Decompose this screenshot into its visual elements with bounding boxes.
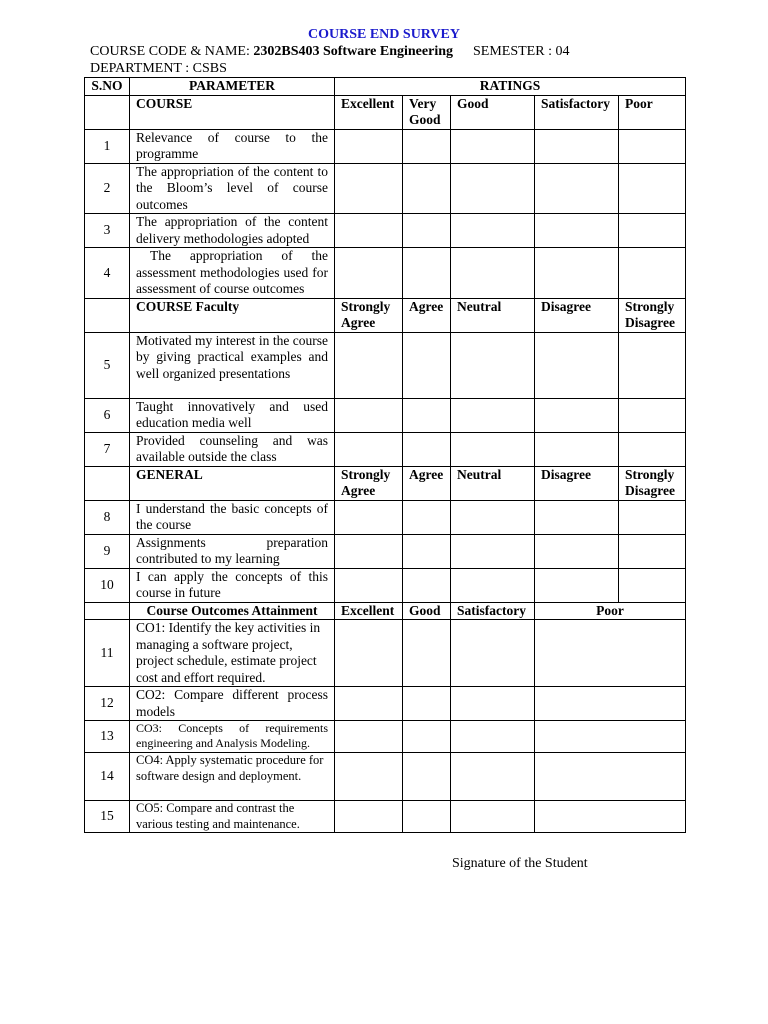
row-parameter: Relevance of course to the programme <box>130 129 335 163</box>
section-title: COURSE <box>130 95 335 129</box>
rating-cell[interactable] <box>535 398 619 432</box>
rating-cell[interactable] <box>535 163 619 214</box>
section-header-row <box>85 602 686 620</box>
rating-cell[interactable] <box>619 332 686 398</box>
rating-label: Neutral <box>451 466 535 500</box>
rating-cell[interactable] <box>403 801 451 833</box>
row-parameter: CO3: Concepts of requirements engineering and Analysis Modeling. <box>130 721 335 753</box>
rating-cell[interactable] <box>403 129 451 163</box>
row-parameter: Motivated my interest in the course by giving practical examples and well organized presentations <box>130 332 335 398</box>
rating-cell[interactable] <box>535 500 619 534</box>
rating-cell[interactable] <box>335 620 403 687</box>
rating-cell[interactable] <box>335 129 403 163</box>
rating-cell[interactable] <box>619 214 686 248</box>
row-parameter: CO5: Compare and contrast the various testing and maintenance. <box>130 801 335 833</box>
rating-cell[interactable] <box>403 500 451 534</box>
rating-cell[interactable] <box>403 248 451 299</box>
rating-cell[interactable] <box>403 568 451 602</box>
rating-cell[interactable] <box>535 129 619 163</box>
row-number: 4 <box>85 248 130 299</box>
row-parameter: CO2: Compare different process models <box>130 687 335 721</box>
rating-cell[interactable] <box>335 214 403 248</box>
rating-cell[interactable] <box>619 432 686 466</box>
row-number: 7 <box>85 432 130 466</box>
rating-cell[interactable] <box>335 248 403 299</box>
rating-label: Good <box>403 602 451 620</box>
rating-cell[interactable] <box>451 753 535 801</box>
rating-cell[interactable] <box>403 687 451 721</box>
rating-cell[interactable] <box>403 214 451 248</box>
table-row <box>85 687 686 721</box>
rating-cell[interactable] <box>403 753 451 801</box>
rating-cell[interactable] <box>335 398 403 432</box>
table-row <box>85 534 686 568</box>
rating-cell[interactable] <box>451 534 535 568</box>
rating-cell[interactable] <box>403 398 451 432</box>
rating-label: Agree <box>403 298 451 332</box>
department: DEPARTMENT : CSBS <box>90 61 227 76</box>
row-number: 3 <box>85 214 130 248</box>
rating-cell[interactable] <box>535 432 619 466</box>
row-number: 10 <box>85 568 130 602</box>
rating-cell[interactable] <box>535 534 619 568</box>
rating-cell[interactable] <box>451 687 535 721</box>
rating-cell[interactable] <box>403 721 451 753</box>
signature-label: Signature of the Student <box>452 856 588 871</box>
rating-cell[interactable] <box>335 801 403 833</box>
rating-cell[interactable] <box>451 620 535 687</box>
row-number: 12 <box>85 687 130 721</box>
rating-cell[interactable] <box>451 432 535 466</box>
row-parameter: The appropriation of the content delivery methodologies adopted <box>130 214 335 248</box>
rating-cell[interactable] <box>451 398 535 432</box>
section-title: GENERAL <box>130 466 335 500</box>
rating-label: Poor <box>619 95 686 129</box>
row-parameter: The appropriation of the content to the Bloom’s level of course outcomes <box>130 163 335 214</box>
row-number: 13 <box>85 721 130 753</box>
rating-label: Strongly Agree <box>335 466 403 500</box>
table-row <box>85 568 686 602</box>
rating-cell[interactable] <box>535 620 686 687</box>
rating-cell[interactable] <box>335 687 403 721</box>
rating-label: Satisfactory <box>535 95 619 129</box>
rating-cell[interactable] <box>403 534 451 568</box>
rating-cell[interactable] <box>535 753 686 801</box>
table-row <box>85 129 686 163</box>
rating-cell[interactable] <box>535 687 686 721</box>
row-parameter: Assignments preparation contributed to my learning <box>130 534 335 568</box>
rating-cell[interactable] <box>451 129 535 163</box>
row-number: 2 <box>85 163 130 214</box>
table-row <box>85 332 686 398</box>
row-number: 11 <box>85 620 130 687</box>
table-row <box>85 398 686 432</box>
survey-title: COURSE END SURVEY <box>308 27 460 42</box>
table-row <box>85 500 686 534</box>
rating-cell[interactable] <box>619 248 686 299</box>
col-parameter-header: PARAMETER <box>130 78 335 96</box>
rating-label: Strongly Agree <box>335 298 403 332</box>
rating-cell[interactable] <box>451 721 535 753</box>
row-parameter: Taught innovatively and used education media well <box>130 398 335 432</box>
row-number: 1 <box>85 129 130 163</box>
rating-cell[interactable] <box>451 801 535 833</box>
row-parameter: The appropriation of the assessment methodologies used for assessment of course outcomes <box>130 248 335 299</box>
row-parameter: CO1: Identify the key activities in managing a software project, project schedule, estimate project cost and effort required. <box>130 620 335 687</box>
table-row <box>85 163 686 214</box>
rating-cell[interactable] <box>451 332 535 398</box>
rating-cell[interactable] <box>619 500 686 534</box>
rating-cell[interactable] <box>451 163 535 214</box>
row-number: 5 <box>85 332 130 398</box>
rating-cell[interactable] <box>335 432 403 466</box>
rating-label: Disagree <box>535 298 619 332</box>
table-row <box>85 432 686 466</box>
rating-cell[interactable] <box>451 214 535 248</box>
row-number: 14 <box>85 753 130 801</box>
table-row <box>85 753 686 801</box>
section-title: Course Outcomes Attainment <box>130 602 335 620</box>
rating-label: Disagree <box>535 466 619 500</box>
table-header-row <box>85 78 686 96</box>
course-label: COURSE CODE & NAME: <box>90 44 254 59</box>
survey-table <box>84 77 686 833</box>
row-number: 6 <box>85 398 130 432</box>
rating-cell[interactable] <box>451 248 535 299</box>
rating-cell[interactable] <box>335 163 403 214</box>
rating-label: Excellent <box>335 602 403 620</box>
rating-cell[interactable] <box>535 332 619 398</box>
row-parameter: CO4: Apply systematic procedure for software design and deployment. <box>130 753 335 801</box>
section-header-row <box>85 466 686 500</box>
rating-cell[interactable] <box>535 721 686 753</box>
rating-cell[interactable] <box>619 398 686 432</box>
rating-label: Poor <box>535 602 686 620</box>
rating-cell[interactable] <box>335 332 403 398</box>
rating-label: Very Good <box>403 95 451 129</box>
rating-label: Neutral <box>451 298 535 332</box>
rating-cell[interactable] <box>619 534 686 568</box>
rating-label: Agree <box>403 466 451 500</box>
section-header-row <box>85 298 686 332</box>
row-number: 15 <box>85 801 130 833</box>
rating-label: Strongly Disagree <box>619 466 686 500</box>
rating-cell[interactable] <box>403 620 451 687</box>
rating-label: Excellent <box>335 95 403 129</box>
row-number: 9 <box>85 534 130 568</box>
rating-cell[interactable] <box>403 432 451 466</box>
rating-cell[interactable] <box>335 753 403 801</box>
rating-cell[interactable] <box>451 500 535 534</box>
rating-cell[interactable] <box>451 568 535 602</box>
col-ratings-header: RATINGS <box>335 78 686 96</box>
table-row <box>85 801 686 833</box>
course-line <box>90 44 569 60</box>
rating-cell[interactable] <box>535 214 619 248</box>
rating-cell[interactable] <box>535 248 619 299</box>
rating-cell[interactable] <box>535 801 686 833</box>
row-parameter: Provided counseling and was available outside the class <box>130 432 335 466</box>
table-row <box>85 721 686 753</box>
rating-cell[interactable] <box>619 163 686 214</box>
row-parameter: I can apply the concepts of this course in future <box>130 568 335 602</box>
rating-cell[interactable] <box>619 568 686 602</box>
col-sno-header: S.NO <box>85 78 130 96</box>
section-title: COURSE Faculty <box>130 298 335 332</box>
rating-cell[interactable] <box>335 721 403 753</box>
rating-cell[interactable] <box>403 163 451 214</box>
rating-label: Strongly Disagree <box>619 298 686 332</box>
rating-label: Good <box>451 95 535 129</box>
course-name: 2302BS403 Software Engineering <box>253 44 453 59</box>
table-row <box>85 248 686 299</box>
section-header-row <box>85 95 686 129</box>
table-row <box>85 620 686 687</box>
rating-cell[interactable] <box>403 332 451 398</box>
table-row <box>85 214 686 248</box>
rating-cell[interactable] <box>619 129 686 163</box>
rating-label: Satisfactory <box>451 602 535 620</box>
row-number: 8 <box>85 500 130 534</box>
rating-cell[interactable] <box>335 500 403 534</box>
rating-cell[interactable] <box>335 568 403 602</box>
semester: SEMESTER : 04 <box>473 44 570 59</box>
rating-cell[interactable] <box>535 568 619 602</box>
rating-cell[interactable] <box>335 534 403 568</box>
row-parameter: I understand the basic concepts of the course <box>130 500 335 534</box>
